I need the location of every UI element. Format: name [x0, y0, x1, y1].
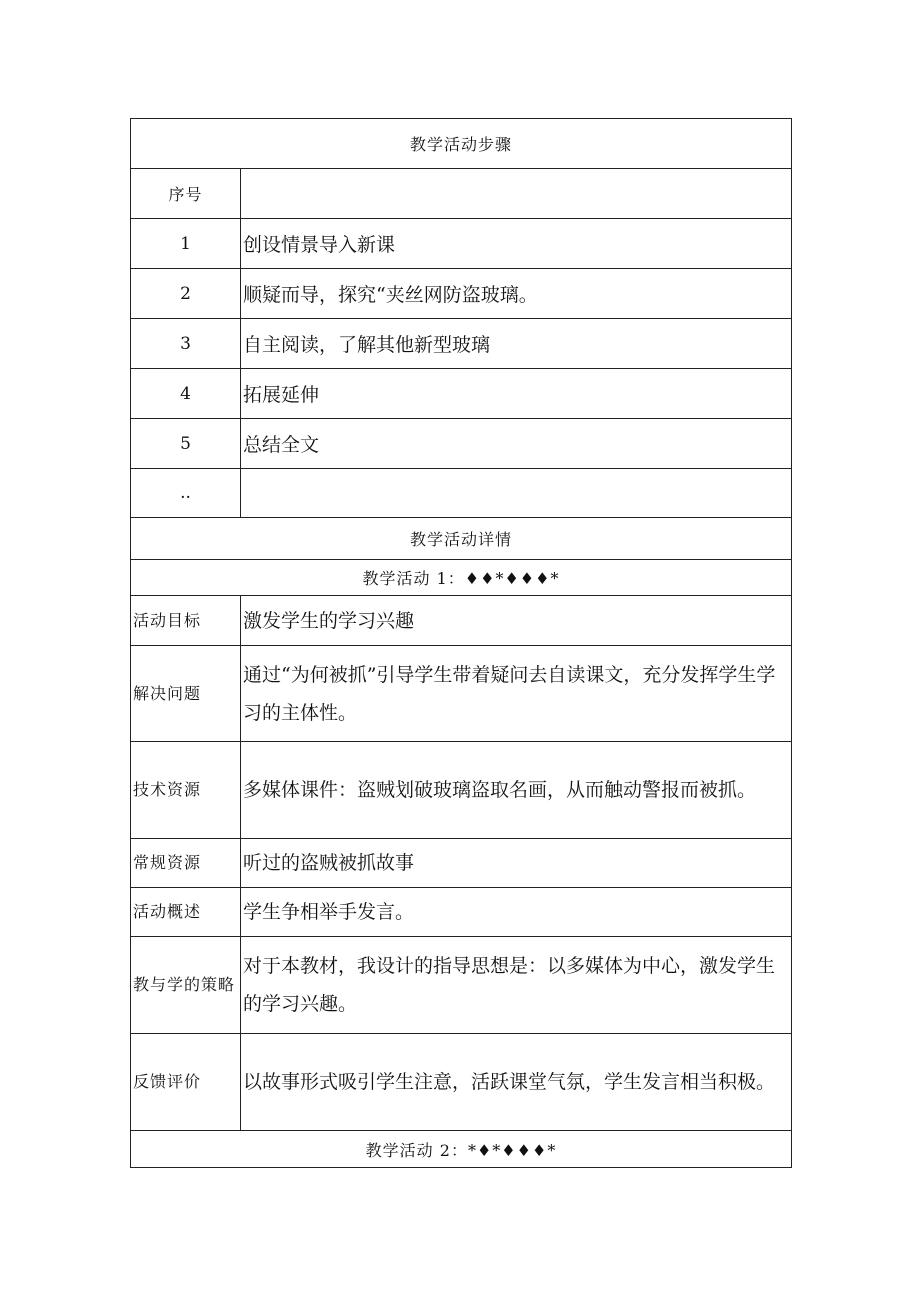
detail-label: 技术资源	[131, 742, 241, 839]
step-number: ..	[131, 469, 241, 518]
steps-title: 教学活动步骤	[131, 119, 792, 169]
detail-row	[131, 937, 792, 1034]
activity2-title: 教学活动 2：*♦*♦♦♦*	[131, 1131, 792, 1168]
details-title: 教学活动详情	[131, 518, 792, 560]
col-header-number: 序号	[131, 169, 241, 219]
detail-row	[131, 839, 792, 888]
lesson-plan-table	[130, 118, 792, 1168]
step-text: 总结全文	[241, 419, 792, 469]
detail-row	[131, 1034, 792, 1131]
step-row	[131, 419, 792, 469]
detail-label: 活动目标	[131, 596, 241, 646]
detail-value: 以故事形式吸引学生注意，活跃课堂气氛，学生发言相当积极。	[241, 1034, 792, 1131]
detail-row	[131, 888, 792, 937]
detail-row	[131, 742, 792, 839]
step-row	[131, 369, 792, 419]
step-number: 3	[131, 319, 241, 369]
steps-title-row	[131, 119, 792, 169]
step-number: 1	[131, 219, 241, 269]
detail-row	[131, 596, 792, 646]
steps-header-row	[131, 169, 792, 219]
detail-value: 听过的盗贼被抓故事	[241, 839, 792, 888]
detail-value: 对于本教材，我设计的指导思想是：以多媒体为中心，激发学生的学习兴趣。	[241, 937, 792, 1034]
step-text: 顺疑而导，探究“夹丝网防盗玻璃。	[241, 269, 792, 319]
step-row	[131, 269, 792, 319]
detail-label: 反馈评价	[131, 1034, 241, 1131]
details-title-row	[131, 518, 792, 560]
detail-row	[131, 646, 792, 742]
activity1-title-row	[131, 560, 792, 596]
detail-label: 常规资源	[131, 839, 241, 888]
step-number: 5	[131, 419, 241, 469]
step-row	[131, 319, 792, 369]
detail-value: 多媒体课件：盗贼划破玻璃盗取名画，从而触动警报而被抓。	[241, 742, 792, 839]
step-text: 自主阅读，了解其他新型玻璃	[241, 319, 792, 369]
detail-label: 解决问题	[131, 646, 241, 742]
step-row	[131, 469, 792, 518]
detail-value: 激发学生的学习兴趣	[241, 596, 792, 646]
detail-label: 教与学的策略	[131, 937, 241, 1034]
step-text: 拓展延伸	[241, 369, 792, 419]
detail-value: 通过“为何被抓”引导学生带着疑问去自读课文，充分发挥学生学习的主体性。	[241, 646, 792, 742]
activity1-title: 教学活动 1：♦♦*♦♦♦*	[131, 560, 792, 596]
step-row	[131, 219, 792, 269]
col-header-empty	[241, 169, 792, 219]
activity2-title-row	[131, 1131, 792, 1168]
step-text: 创设情景导入新课	[241, 219, 792, 269]
detail-value: 学生争相举手发言。	[241, 888, 792, 937]
step-number: 4	[131, 369, 241, 419]
step-text	[241, 469, 792, 518]
detail-label: 活动概述	[131, 888, 241, 937]
step-number: 2	[131, 269, 241, 319]
